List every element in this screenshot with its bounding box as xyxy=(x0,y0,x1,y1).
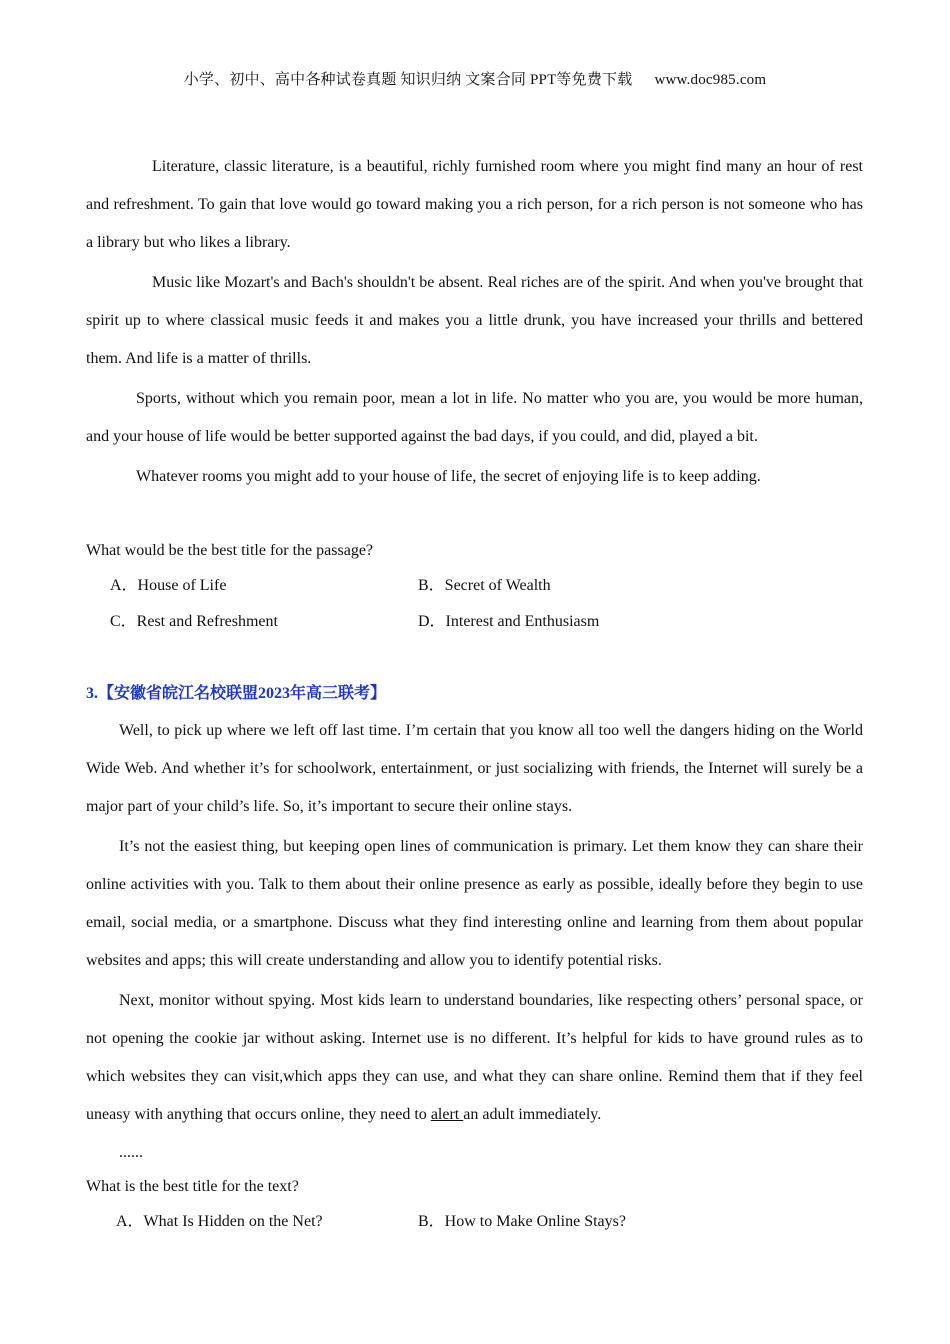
passage3-paragraph-1: Well, to pick up where we left off last time. I’m certain that you know all too well the dangers hiding on the World Wide Web. And whether it’s for schoolwork, entertainment, or just socializing with friends, the Internet will surely be a major part of your child’s life. So, it’s important to secure their online stays. xyxy=(86,722,863,815)
passage3-title: 3.【安徽省皖江名校联盟2023年高三联考】 xyxy=(86,685,387,702)
document-body xyxy=(86,148,863,1240)
paragraph-3-text-end: an adult immediately. xyxy=(463,1106,602,1123)
option-b: B．Secret of Wealth xyxy=(418,577,551,594)
underlined-word-alert: alert xyxy=(430,1106,464,1123)
header-text: 小学、初中、高中各种试卷真题 知识归纳 文案合同 PPT等免费下载 xyxy=(183,72,633,88)
passage3-question: What is the best title for the text? xyxy=(86,1178,299,1195)
passage2-paragraph-4: Whatever rooms you might add to your house of life, the secret of enjoying life is to keep adding. xyxy=(136,468,761,485)
passage2-options-row-1 xyxy=(86,568,863,604)
passage3-paragraph-2: It’s not the easiest thing, but keeping open lines of communication is primary. Let them know they can share their online activities with you. Talk to them about their online presence as early as possible, ideally before they begin to use email, social media, or a smartphone. Discuss what they find interesting online and learning from them about popular websites and apps; this will create understanding and allow you to identify potential risks. xyxy=(86,838,863,969)
passage2-paragraph-2: Music like Mozart's and Bach's shouldn't be absent. Real riches are of the spirit. And when you've brought that spirit up to where classical music feeds it and makes you a little drunk, you have increased your thrills and bettered them. And life is a matter of thrills. xyxy=(86,274,863,367)
option-b: B．How to Make Online Stays? xyxy=(418,1213,626,1230)
passage2-paragraph-3: Sports, without which you remain poor, mean a lot in life. No matter who you are, you would be more human, and your house of life would be better supported against the bad days, if you could, and did, played a bit. xyxy=(86,390,863,445)
option-c: C．Rest and Refreshment xyxy=(110,613,278,630)
passage2-options-row-2 xyxy=(86,604,863,640)
option-a: A．What Is Hidden on the Net? xyxy=(116,1213,323,1230)
page-header xyxy=(0,68,950,89)
passage3-paragraph-3 xyxy=(86,982,863,1134)
header-url[interactable]: www.doc985.com xyxy=(654,72,767,88)
option-d: D．Interest and Enthusiasm xyxy=(418,613,600,630)
passage2-paragraph-1: Literature, classic literature, is a beautiful, richly furnished room where you might find many an hour of rest and refreshment. To gain that love would go toward making you a rich person, for a rich person is not someone who has a library but who likes a library. xyxy=(86,158,863,251)
passage3-options-row-1 xyxy=(86,1204,863,1240)
ellipsis: ...... xyxy=(119,1144,143,1161)
passage2-question: What would be the best title for the passage? xyxy=(86,542,374,559)
option-a: A．House of Life xyxy=(110,577,227,594)
paragraph-3-text: Next, monitor without spying. Most kids learn to understand boundaries, like respecting others’ personal space, or not opening the cookie jar without asking. Internet use is no different. It’s helpful for kids to have ground rules as to which websites they can visit,which apps they can use, and what they can share online. Remind them that if they feel uneasy with anything that occurs online, they need to xyxy=(86,992,863,1123)
